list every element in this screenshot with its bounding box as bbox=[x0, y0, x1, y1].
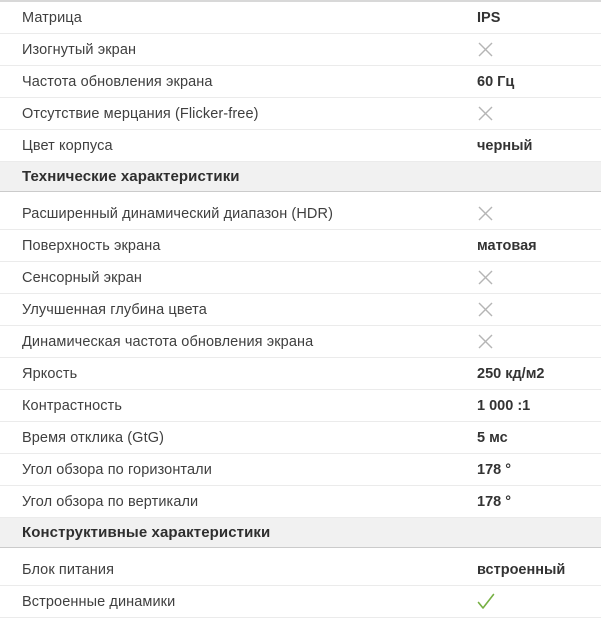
spec-label: Сенсорный экран bbox=[22, 269, 143, 286]
spec-label: Частота обновления экрана bbox=[22, 73, 213, 90]
spec-label: Поверхность экрана bbox=[22, 237, 161, 254]
spec-value bbox=[477, 105, 494, 122]
spec-label: Динамическая частота обновления экрана bbox=[22, 333, 314, 350]
spec-label: Блок питания bbox=[22, 561, 115, 578]
table-row bbox=[0, 390, 601, 422]
spec-label: Улучшенная глубина цвета bbox=[22, 301, 207, 318]
spec-value bbox=[477, 333, 494, 350]
table-row bbox=[0, 192, 601, 230]
cross-icon bbox=[477, 205, 494, 222]
spec-value bbox=[477, 205, 494, 222]
spec-value: 5 мс bbox=[477, 429, 508, 446]
cross-icon bbox=[477, 105, 494, 122]
spec-value: 178 ° bbox=[477, 461, 512, 478]
table-row bbox=[0, 2, 601, 34]
table-row bbox=[0, 422, 601, 454]
spec-value: черный bbox=[477, 137, 533, 154]
table-row bbox=[0, 98, 601, 130]
spec-label: Матрица bbox=[22, 9, 82, 26]
spec-label: Угол обзора по вертикали bbox=[22, 493, 199, 510]
table-row bbox=[0, 548, 601, 586]
section-header bbox=[0, 518, 601, 548]
table-row bbox=[0, 486, 601, 518]
section-title: Технические характеристики bbox=[22, 168, 240, 185]
spec-value: 250 кд/м2 bbox=[477, 365, 545, 382]
spec-value: IPS bbox=[477, 9, 501, 26]
spec-value bbox=[477, 593, 495, 610]
cross-icon bbox=[477, 301, 494, 318]
spec-label: Отсутствие мерцания (Flicker-free) bbox=[22, 105, 259, 122]
cross-icon bbox=[477, 333, 494, 350]
spec-value bbox=[477, 301, 494, 318]
table-row bbox=[0, 34, 601, 66]
spec-value: 60 Гц bbox=[477, 73, 515, 90]
spec-label: Угол обзора по горизонтали bbox=[22, 461, 212, 478]
spec-value: 178 ° bbox=[477, 493, 512, 510]
spec-label: Встроенные динамики bbox=[22, 593, 176, 610]
table-row bbox=[0, 358, 601, 390]
section-title: Конструктивные характеристики bbox=[22, 524, 271, 541]
table-row bbox=[0, 230, 601, 262]
spec-label: Цвет корпуса bbox=[22, 137, 113, 154]
table-row bbox=[0, 454, 601, 486]
spec-value bbox=[477, 41, 494, 58]
check-icon bbox=[477, 593, 495, 610]
spec-label: Расширенный динамический диапазон (HDR) bbox=[22, 205, 334, 222]
table-row bbox=[0, 326, 601, 358]
spec-label: Яркость bbox=[22, 365, 78, 382]
spec-value: 1 000 :1 bbox=[477, 397, 531, 414]
spec-label: Изогнутый экран bbox=[22, 41, 137, 58]
spec-value: матовая bbox=[477, 237, 537, 254]
spec-value bbox=[477, 269, 494, 286]
cross-icon bbox=[477, 269, 494, 286]
table-row bbox=[0, 294, 601, 326]
table-row bbox=[0, 66, 601, 98]
table-row bbox=[0, 262, 601, 294]
spec-label: Время отклика (GtG) bbox=[22, 429, 165, 446]
spec-value: встроенный bbox=[477, 561, 566, 578]
table-row bbox=[0, 586, 601, 618]
section-header bbox=[0, 162, 601, 192]
table-row bbox=[0, 130, 601, 162]
spec-label: Контрастность bbox=[22, 397, 122, 414]
cross-icon bbox=[477, 41, 494, 58]
